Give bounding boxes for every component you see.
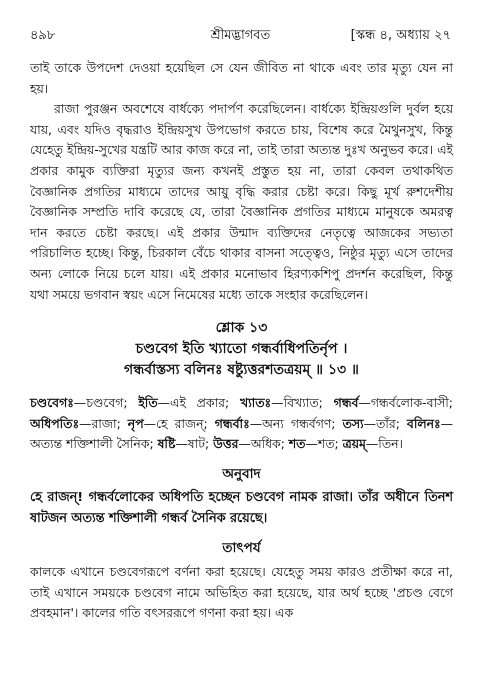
synonym-meaning: —অন্য গন্ধর্বগণ; bbox=[249, 415, 343, 431]
shloka-heading: শ্লোক ১৩ bbox=[215, 320, 268, 337]
page-body bbox=[30, 58, 453, 624]
synonym-word: গন্ধর্ব bbox=[333, 395, 359, 411]
paragraph: রাজা পুরঞ্জন অবশেষে বার্ধক্যে পদার্পণ করেছিলেন। বার্ধক্যে ইন্দ্রিয়গুলি দুর্বল হয়ে যায়, এবং যদিও বৃদ্ধরাও ইন্দ্রিয়সুখ উপভোগ করতে চায়, বিশেষ করে মৈথুনসুখ, কিন্তু যেহেতু ইন্দ্রিয়-সুখের যন্ত্রটি আর কাজ করে না, তাই তারা অত্যন্ত দুঃখ অনুভব করে। এই প্রকার কামুক ব্যক্তিরা মৃত্যুর জন্য কখনই প্রস্তুত হয় না, তারা কেবল তথাকথিত বৈজ্ঞানিক প্রগতির মাধ্যমে তাদের আয়ু বৃদ্ধি করার চেষ্টা করে। কিছু মূর্খ রুশদেশীয় বৈজ্ঞানিক সম্প্রতি দাবি করেছে যে, তারা বৈজ্ঞানিক প্রগতির মাধ্যমে মানুষকে অমরত্ব দান করতে চেষ্টা করছে। এই প্রকার উন্মাদ ব্যক্তিদের নেতৃত্বে আজকের সভ্যতা পরিচালিত হচ্ছে। কিন্তু, চিরকাল বেঁচে থাকার বাসনা সত্ত্বেও, নিষ্ঠুর মৃত্যু এসে তাদের অন্য লোকে নিয়ে চলে যায়। এই প্রকার মনোভাব হিরণ্যকশিপু প্রদর্শন করেছিল, কিন্তু যথা সময়ে ভগবান স্বয়ং এসে নিমেষের মধ্যে তাকে সংহার করেছিলেন। bbox=[30, 101, 453, 302]
running-title: শ্রীমদ্ভাগবত bbox=[210, 28, 271, 43]
synonym-word: গন্ধর্বাঃ bbox=[214, 415, 250, 431]
synonym-meaning: —হে রাজন্; bbox=[143, 415, 215, 431]
synonym-meaning: —ষাট; bbox=[175, 436, 214, 452]
synonyms bbox=[30, 393, 453, 455]
page-header bbox=[30, 26, 451, 44]
synonym-word: তস্য bbox=[342, 415, 364, 431]
page-number: ৪৯৮ bbox=[30, 28, 56, 43]
synonym-word: ইতি bbox=[138, 395, 158, 411]
synonym-word: চণ্ডবেগঃ bbox=[30, 395, 74, 411]
purport-text: কালকে এখানে চণ্ডবেগরূপে বর্ণনা করা হয়েছে। যেহেতু সময় কারও প্রতীক্ষা করে না, তাই এখানে সময়কে চণ্ডবেগ নামে অভিহিত করা হয়েছে, যার অর্থ হচ্ছে 'প্রচণ্ড বেগে প্রবহমান'। কালের গতি বৎসররূপে গণনা করা হয়। এক bbox=[30, 564, 453, 621]
shloka-line-1: চণ্ডবেগ ইতি খ্যাতো গন্ধর্বাধিপতির্নৃপ । bbox=[135, 341, 348, 358]
synonym-word: শত bbox=[288, 436, 306, 452]
synonym-meaning: —তিন। bbox=[365, 436, 403, 452]
synonym-word: বলিনঃ bbox=[406, 415, 441, 431]
synonym-meaning: —রাজা; bbox=[79, 415, 128, 431]
synonym-meaning: —বিখ্যাত; bbox=[271, 395, 334, 411]
synonym-meaning: —তাঁর; bbox=[363, 415, 407, 431]
synonym-word: উত্তর bbox=[213, 436, 239, 452]
shloka-line-2: গন্ধর্বাস্তস্য বলিনঃ ষষ্ট্যুত্তরশতত্রয়ম্ ॥ ১৩ ॥ bbox=[124, 362, 359, 379]
chapter-reference: [স্কন্ধ ৪, অধ্যায় ২৭ bbox=[350, 28, 451, 43]
purport-heading: তাৎপর্য bbox=[222, 540, 261, 557]
synonym-meaning: —গন্ধর্বলোক-বাসী; bbox=[358, 395, 453, 411]
synonym-word: ত্রয়ম্ bbox=[342, 436, 366, 452]
synonym-word: নৃপ bbox=[127, 415, 144, 431]
synonym-word: অধিপতিঃ bbox=[30, 415, 80, 431]
synonym-meaning: —অত্যন্ত শক্তিশালী সৈনিক; bbox=[30, 415, 453, 452]
synonym-word: খ্যাতঃ bbox=[239, 395, 272, 411]
synonym-meaning: —অধিক; bbox=[238, 436, 289, 452]
synonym-meaning: —চণ্ডবেগ; bbox=[73, 395, 139, 411]
paragraph: তাই তাকে উপদেশ দেওয়া হয়েছিল সে যেন জীবিত না থাকে এবং তার মৃত্যু যেন না হয়। bbox=[30, 60, 453, 96]
translation-text: হে রাজন্! গন্ধর্বলোকের অধিপতি হচ্ছেন চণ্ডবেগ নামক রাজা। তাঁর অধীনে তিনশ ষাটজন অত্যন্ত শক্তিশালী গন্ধর্ব সৈনিক রয়েছে। bbox=[30, 489, 453, 526]
synonym-word: ষষ্টি bbox=[157, 436, 176, 452]
synonym-meaning: —শত; bbox=[305, 436, 343, 452]
translation-heading: অনুবাদ bbox=[222, 465, 261, 482]
synonym-meaning: —এই প্রকার; bbox=[157, 395, 240, 411]
